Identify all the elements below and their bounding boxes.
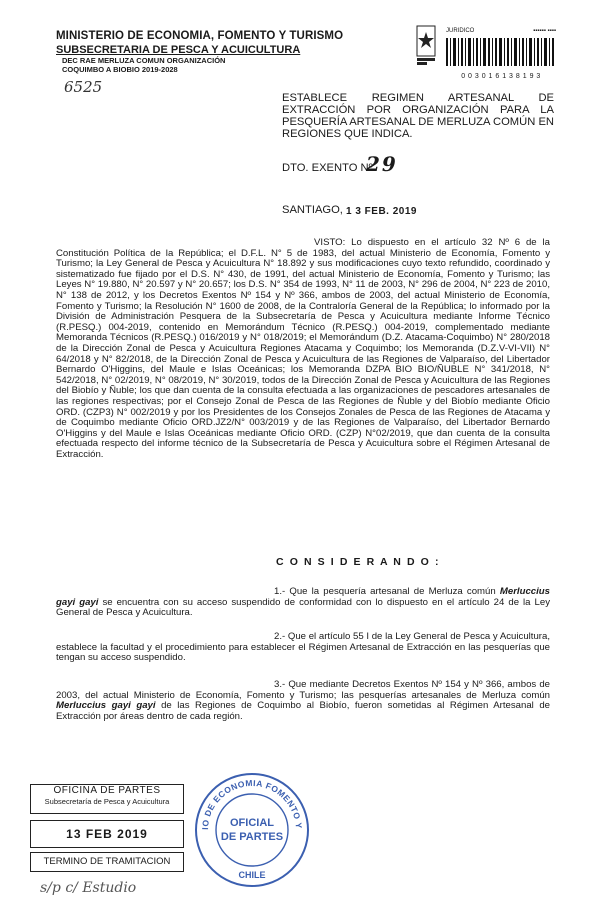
- svg-text:OFICIAL: OFICIAL: [230, 817, 274, 829]
- barcode-block: JURIDICO ▪▪▪▪▪▪ ▪▪▪▪ 0 0 3 0 1 6 1 3 8 1 9 3: [446, 28, 556, 80]
- svg-text:DE PARTES: DE PARTES: [220, 831, 284, 843]
- species-name: Merluccius gayi gayi: [56, 586, 550, 608]
- svg-text:MINISTERIO DE ECONOMIA FOMENTO: IO DE ECONOMIA FOMENTO Y: [199, 777, 305, 830]
- reference-lines: [62, 57, 225, 74]
- barcode-top-text: JURIDICO: [446, 28, 475, 34]
- species-name: Merluccius gayi gayi: [56, 700, 156, 712]
- handwritten-note: s/p c/ Estudio: [40, 880, 137, 896]
- official-seal-icon: [192, 770, 312, 890]
- reference-line-1: DEC RAE MERLUZA COMUN ORGANIZACIÓN: [62, 56, 226, 65]
- office-stamp-date: 13 FEB 2019: [30, 820, 184, 848]
- office-stamp-header: [30, 784, 184, 814]
- considerando-2: 2.- Que el artículo 55 I de la Ley General de Pesca y Acuicultura, establece la facultad y el procedimiento para establecer el Régimen Artesanal de Extracción en las pesquerías que tengan su acceso suspendido.: [56, 631, 550, 664]
- considerando-heading: C O N S I D E R A N D O :: [276, 556, 441, 568]
- svg-text:CHILE: CHILE: [238, 870, 266, 880]
- reference-line-2: COQUIMBO A BIOBIO 2019-2028: [62, 64, 178, 74]
- place-label: SANTIAGO,: [282, 204, 343, 216]
- considerando-1: 1.- Que la pesquería artesanal de Merluza común Merluccius gayi gayi se encuentra con su acceso suspendido de conformidad con lo dispuesto en el artículo 24 de la Ley General de Pesca y Acuicultura.: [56, 586, 551, 619]
- subsecretaria-name: SUBSECRETARIA DE PESCA Y ACUICULTURA: [56, 44, 301, 56]
- barcode-icon: [446, 34, 556, 68]
- office-stamp-subtitle: Subsecretaría de Pesca y Acuicultura: [44, 797, 170, 806]
- barcode-number: 0 0 3 0 1 6 1 3 8 1 9 3: [461, 73, 541, 80]
- considerando-3: 3.- Que mediante Decretos Exentos Nº 154 y Nº 366, ambos de 2003, del actual Ministerio de Economía, Fomento y Turismo; las pesquerías artesanales de Merluza común Merluccius gayi gayi de las Regiones de Coquimbo al Biobío, fueron sometidas al Régimen Artesanal de Extracción por áreas dentro de cada región.: [56, 679, 550, 722]
- ministry-name: MINISTERIO DE ECONOMIA, FOMENTO Y TURISMO: [56, 30, 344, 42]
- handwritten-number: 6525: [64, 78, 103, 96]
- document-title: ESTABLECE REGIMEN ARTESANAL DE EXTRACCIÓN POR ORGANIZACIÓN PARA LA PESQUERÍA ARTESANAL DE MERLUZA COMÚN EN REGIONES QUE INDICA.: [282, 92, 554, 140]
- decree-date: 1 3 FEB. 2019: [346, 206, 417, 217]
- government-logo-icon: [414, 24, 438, 75]
- decree-number: 29: [366, 152, 398, 176]
- office-stamp-footer: TERMINO DE TRAMITACION: [30, 852, 184, 872]
- office-stamp-title: OFICINA DE PARTES: [53, 785, 161, 796]
- decree-label: DTO. EXENTO Nº: [282, 162, 373, 174]
- visto-paragraph: VISTO: Lo dispuesto en el artículo 32 Nº 6 de la Constitución Política de la República; el D.F.L. N° 5 de 1983, del actual Ministerio de Economía, Fomento y Turismo; la Ley General de Pesca y Acuicultura N° 18.892 y sus modificaciones cuyo texto refundido, coordinado y sistematizado fue fijado por el D.S. N° 430, de 1991, del actual Ministerio de Economía, Fomento y Turismo; las Leyes N° 19.880, N° 20.597 y N° 20.657; los D.S. N° 354 de 1993, N° 11 de 2003, N° 296 de 2004, N° 223 de 2010, N° 138 de 2012, y los Decretos Exentos Nº 154 y Nº 366, ambos de 2003, del actual Ministerio de Economía, Fomento y Turismo; la Resolución N° 1600 de 2008, de la Contraloría General de la República; lo informado por la División de Administración Pesquera de la Subsecretaría de Pesca y Acuicultura mediante Informe Técnico (R.PESQ.) 004-2019, contenido en Memorándum Técnico (R.PESQ.) 004-2019, complementado mediante Memoranda Técnicos (R.PESQ.) 016/2019 y N° 018/2019; el Memorándum (D.Z. Atacama-Coquimbo) N° 280/2018 de la Dirección Zonal de Pesca y Acuicultura Regiones Atacama y Coquimbo; los Memoranda (D.Z.V-VI-VII) N° 64/2018 y N° 82/2018, de la Dirección Zonal de Pesca y Acuicultura de las Regiones de Valparaíso, del Libertador Bernardo O'Higgins, del Maule e Islas Oceánicas; los Memoranda DZPA BIO BIO/ÑUBLE N° 341/2018, N° 542/2018, N° 02/2019, N° 08/2019, N° 30/2019, todos de la Dirección Zonal de Pesca y Acuicultura de las Regiones del Biobío y Ñuble; los que dan cuenta de la consulta efectuada a las organizaciones de pescadores artesanales de las regiones respectivas; por el Consejo Zonal de Pesca de las Regiones de Ñuble y del Biobío mediante Oficio ORD. (CZP3) N° 002/2019 y por los Presidentes de los Consejos Zonales de Pesca de las Regiones de Atacama y de Coquimbo mediante Oficio ORD.JZ2/N° 003/2019 y de las Regiones de Valparaíso, del Libertador Bernardo O'Higgins y del Maule e Islas Oceánicas mediante Oficio ORD. (CZP) N°02/2019, que dan cuenta de la consulta efectuada respecto del informe técnico de la Subsecretaría de Pesca y Acuicultura sobre el Régimen Artesanal de Extracción.: [56, 237, 550, 460]
